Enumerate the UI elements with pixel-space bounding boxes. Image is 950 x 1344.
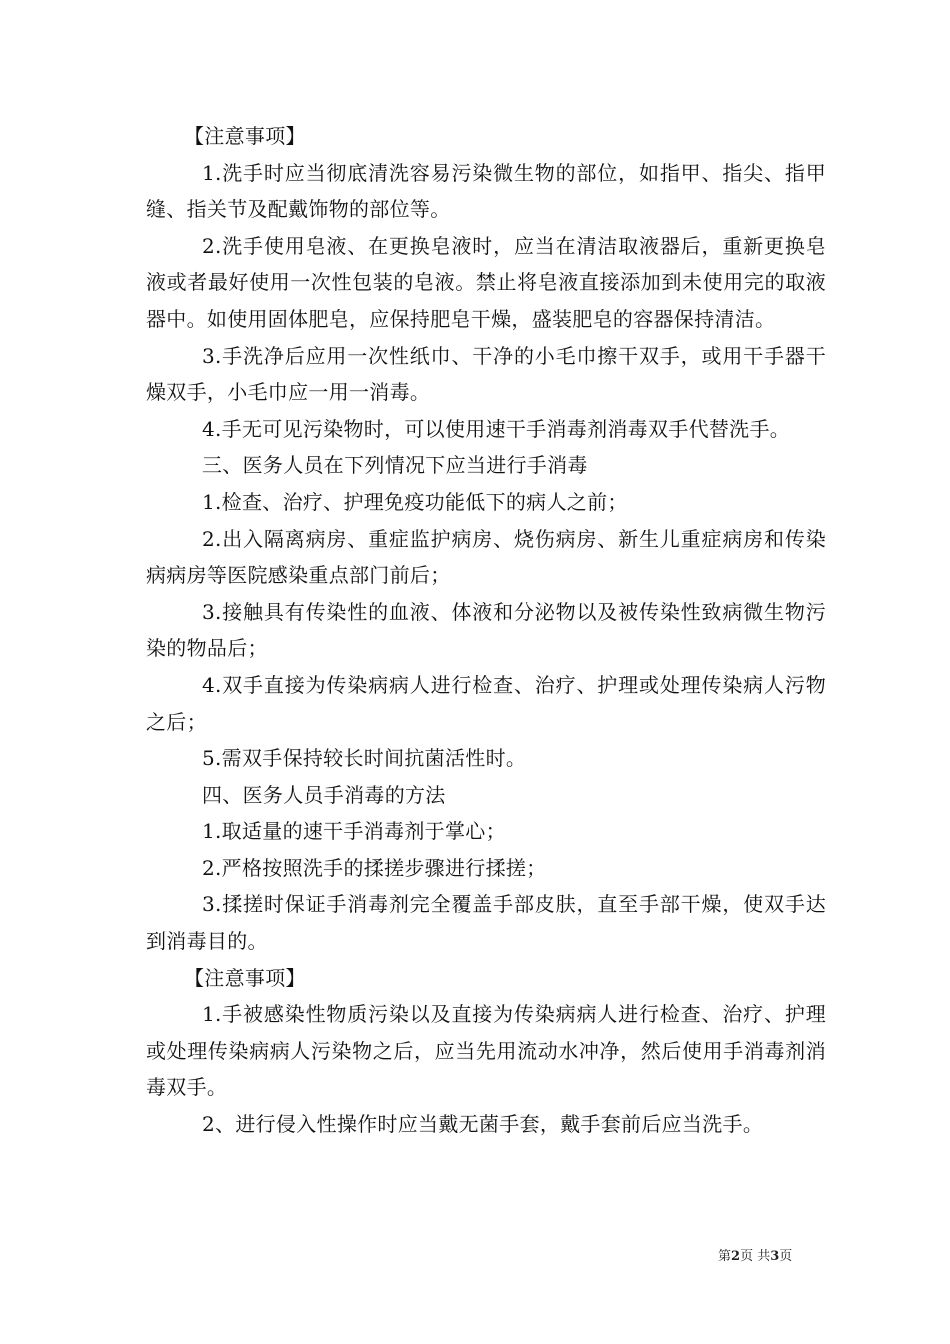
footer-page-number: 2 [731,1249,741,1264]
disinfect-case-5: 5.需双手保持较长时间抗菌活性时。 [202,746,527,771]
footer-total-pages: 3 [770,1249,780,1264]
note-heading-2: 【注意事项】 [184,965,306,990]
note-item-1: 1.洗手时应当彻底清洗容易污染微生物的部位，如指甲、指尖、指甲缝、指关节及配戴饰物的部位等。 [146,160,826,222]
note-item-2: 2.洗手使用皂液、在更换皂液时，应当在清洁取液器后，重新更换皂液或者最好使用一次性包装的皂液。禁止将皂液直接添加到未使用完的取液器中。如使用固体肥皂，应保持肥皂干燥，盛装肥皂的容器保持清洁。 [146,233,826,331]
disinfect-case-1: 1.检查、治疗、护理免疫功能低下的病人之前； [202,489,628,514]
note-heading-1: 【注意事项】 [184,124,306,148]
disinfect-case-4: 4.双手直接为传染病病人进行检查、治疗、护理或处理传染病人污物之后； [146,672,826,734]
method-step-3: 3.揉搓时保证手消毒剂完全覆盖手部皮肤，直至手部干燥，使双手达到消毒目的。 [146,892,826,954]
section-heading-4: 四、医务人员手消毒的方法 [202,782,446,807]
method-step-2: 2.严格按照洗手的揉搓步骤进行揉搓； [202,855,547,880]
note-item-3: 3.手洗净后应用一次性纸巾、干净的小毛巾擦干双手，或用干手器干燥双手，小毛巾应一用一消毒。 [146,343,826,405]
footer-middle: 页 共 [740,1249,771,1264]
section-heading-3: 三、医务人员在下列情况下应当进行手消毒 [202,453,588,478]
note2-item-2: 2、进行侵入性操作时应当戴无菌手套，戴手套前后应当洗手。 [202,1112,764,1137]
footer-prefix: 第 [718,1249,732,1264]
method-step-1: 1.取适量的速干手消毒剂于掌心； [202,819,506,844]
footer-suffix: 页 [779,1249,793,1264]
note-item-4: 4.手无可见污染物时，可以使用速干手消毒剂消毒双手代替洗手。 [202,416,791,441]
disinfect-case-3: 3.接触具有传染性的血液、体液和分泌物以及被传染性致病微生物污染的物品后； [146,599,826,661]
document-body [146,118,826,1143]
page-footer [718,1248,792,1266]
note2-item-1: 1.手被感染性物质污染以及直接为传染病病人进行检查、治疗、护理或处理传染病病人污染物之后，应当先用流动水冲净，然后使用手消毒剂消毒双手。 [146,1002,826,1100]
disinfect-case-2: 2.出入隔离病房、重症监护病房、烧伤病房、新生儿重症病房和传染病病房等医院感染重点部门前后； [146,526,826,588]
